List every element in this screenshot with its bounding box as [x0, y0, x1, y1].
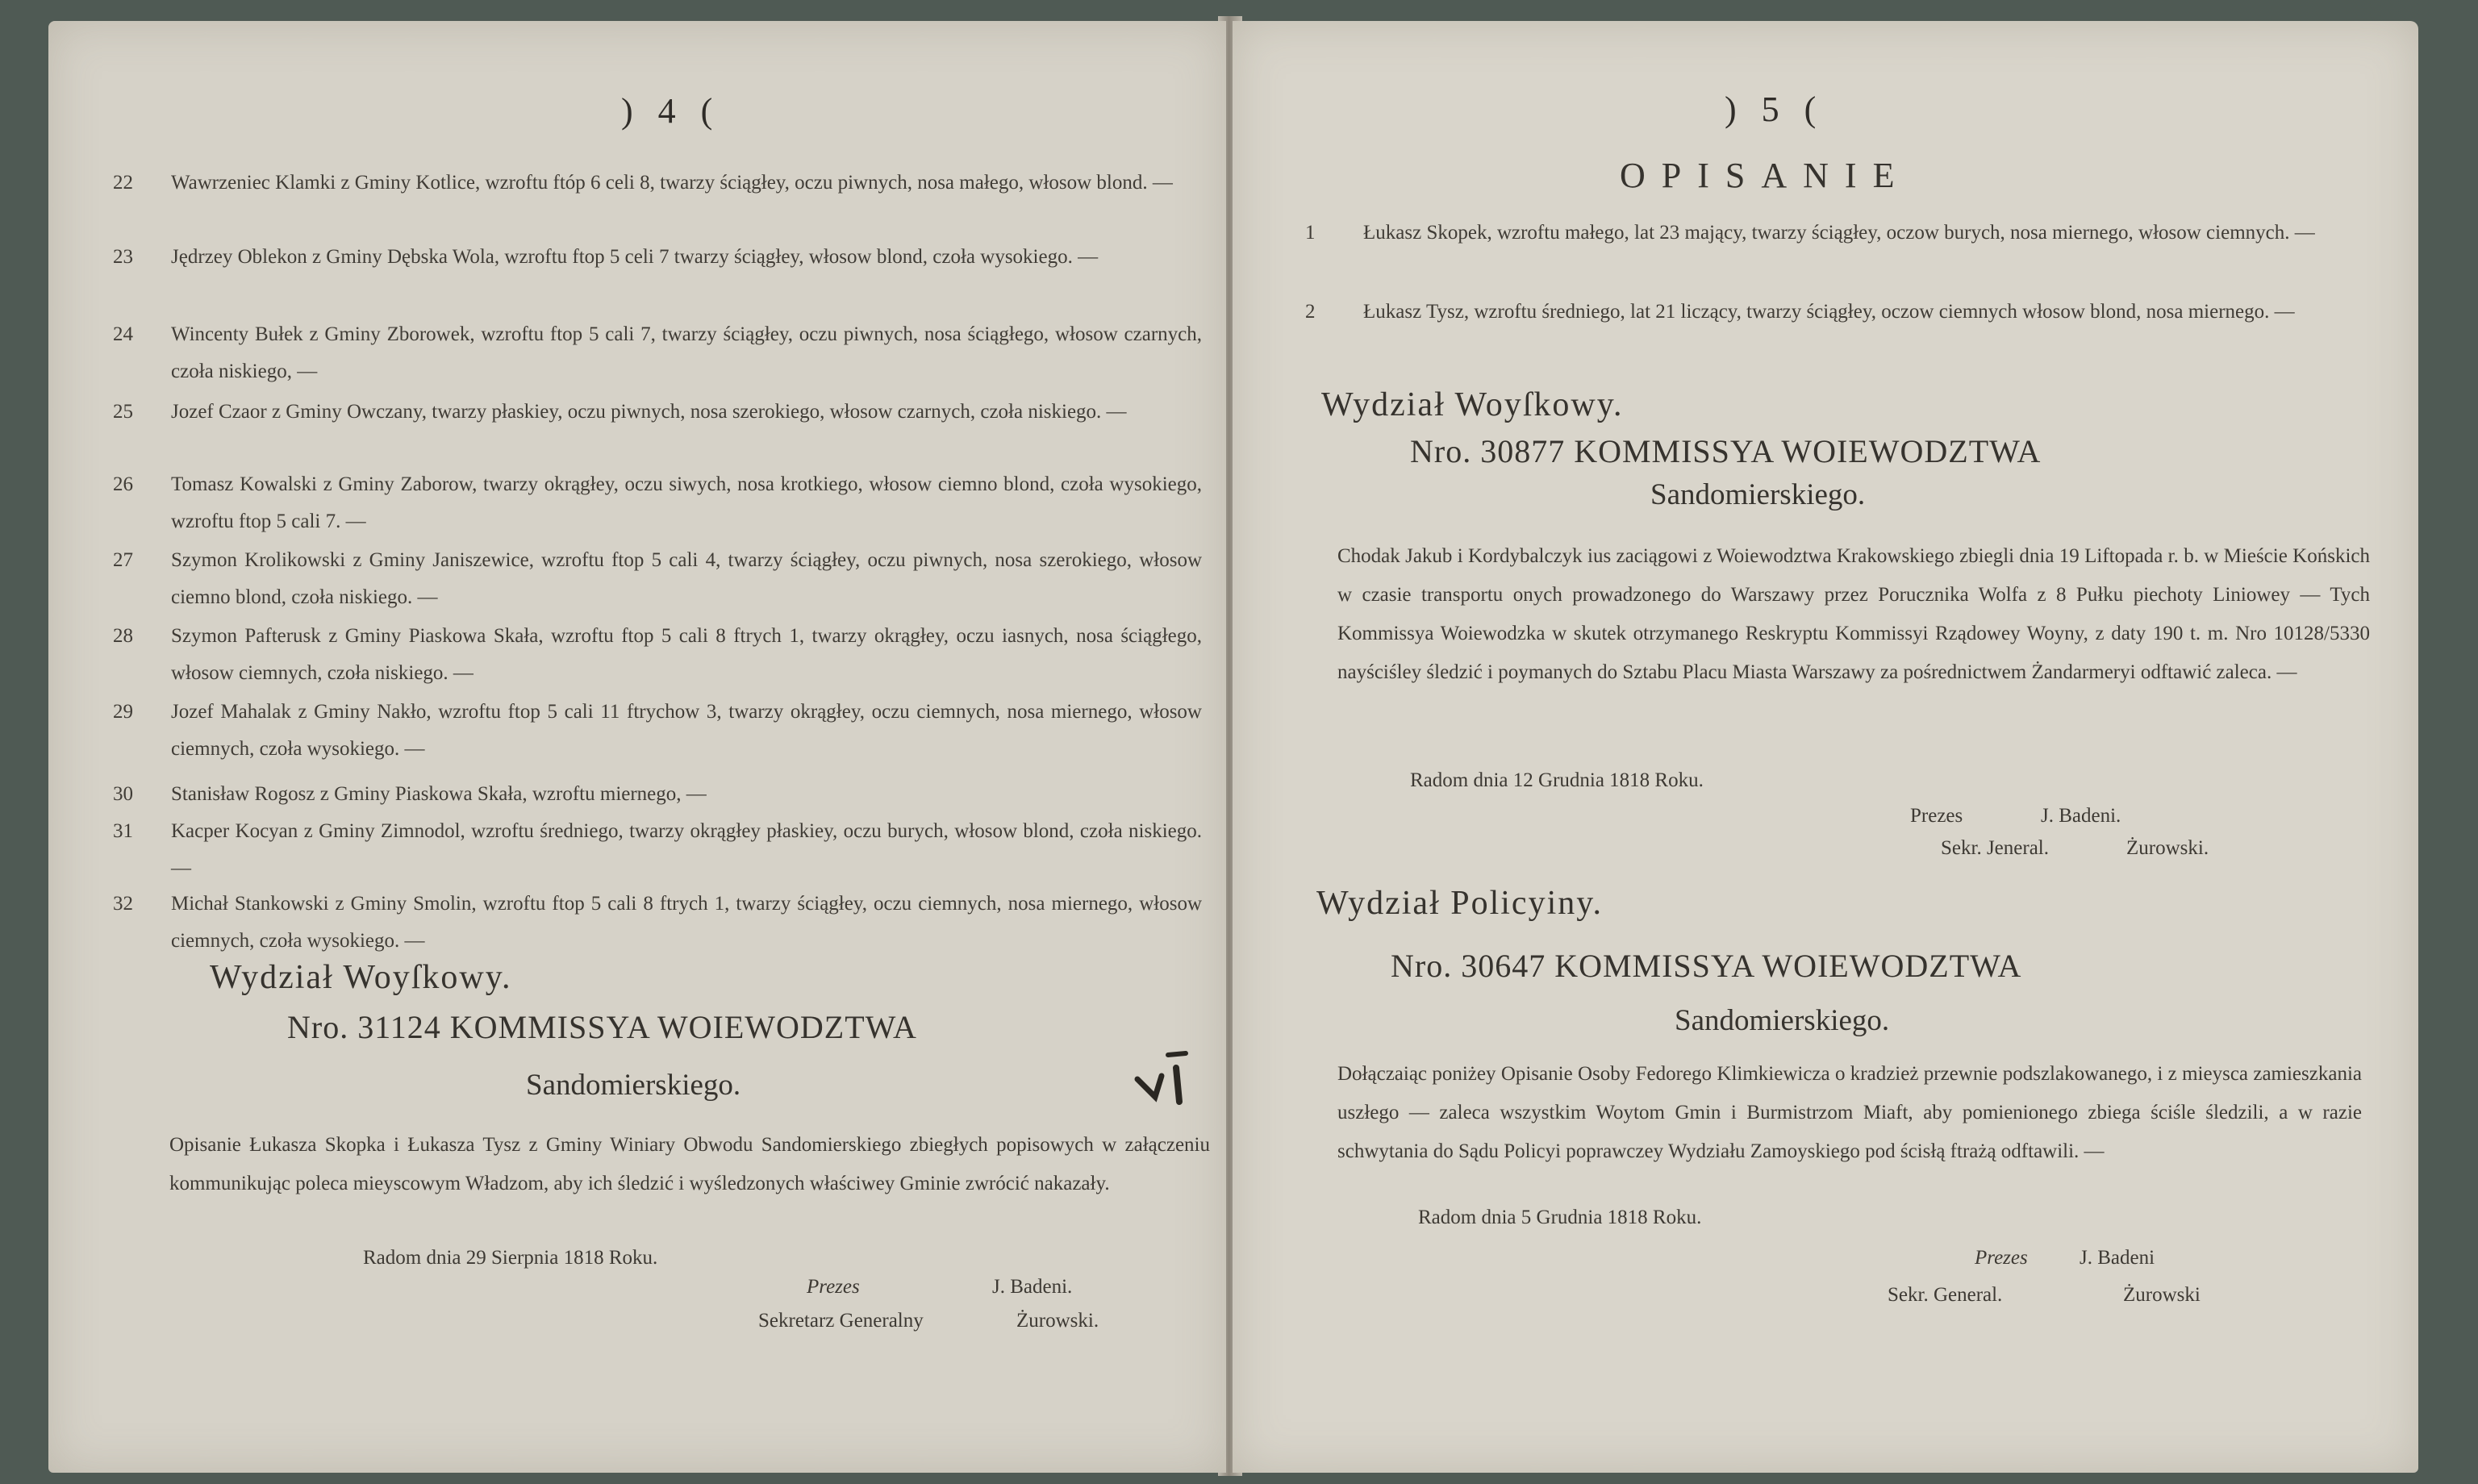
- date-line: Radom dnia 5 Grudnia 1818 Roku.: [1418, 1207, 1702, 1228]
- entry-number: 29: [113, 701, 133, 723]
- page-number-right: ) 5 (: [1725, 90, 1825, 129]
- entry-number: 27: [113, 549, 133, 571]
- list-item: [113, 239, 1202, 276]
- voivodeship-subheading: Sandomierskiego.: [526, 1069, 741, 1102]
- entry-text: Szymon Pafterusk z Gminy Piaskowa Skała, wzroftu ftop 5 cali 8 ftrych 1, twarzy okrągłey, oczu iasnych, nosa ściągłego, włosow ciemnych, czoła niskiego. —: [171, 625, 1202, 684]
- list-item: [113, 316, 1202, 390]
- ink-mark-icon: [1129, 1044, 1202, 1108]
- commission-number-heading: Nro. 30647 KOMMISSYA WOIEWODZTWA: [1391, 948, 2022, 984]
- signature-title: Prezes: [807, 1276, 860, 1298]
- entry-text: Jozef Mahalak z Gminy Nakło, wzroftu ftop 5 cali 11 ftrychow 3, twarzy okrągłey, oczu ciemnych, nosa miernego, włosow ciemnych, czoła wysokiego. —: [171, 701, 1202, 760]
- date-line: Radom dnia 12 Grudnia 1818 Roku.: [1410, 769, 1704, 791]
- list-item: [1305, 294, 2378, 331]
- entry-number: 31: [113, 820, 133, 842]
- entry-number: 23: [113, 246, 133, 268]
- entry-number: 32: [113, 893, 133, 915]
- signature-name: Żurowski.: [2126, 837, 2209, 859]
- entry-text: Wawrzeniec Klamki z Gminy Kotlice, wzroftu ftóp 6 celi 8, twarzy ściągłey, oczu piwnych, nosa małego, włosow blond. —: [171, 172, 1173, 194]
- voivodeship-subheading: Sandomierskiego.: [1675, 1004, 1890, 1037]
- department-heading: Wydział Policyiny.: [1316, 885, 1604, 922]
- announcement-body: Dołączaiąc poniżey Opisanie Osoby Fedorego Klimkiewicza o kradzież przewnie podszlakowanego, i z mieysca zamieszkania uszłego — zaleca wszystkim Woytom Gmin i Burmistrzom Miaft, aby pomienionego zbiega ściśle śledzili, a w razie schwytania do Sądu Policyi poprawczey Wydziału Zamoyskiego pod ścisłą ftrażą odftawili. —: [1337, 1063, 2362, 1162]
- voivodeship-subheading: Sandomierskiego.: [1650, 478, 1866, 511]
- entry-text: Stanisław Rogosz z Gminy Piaskowa Skała, wzroftu miernego, —: [171, 783, 707, 805]
- signature-name: J. Badeni.: [992, 1276, 1073, 1298]
- entry-text: Łukasz Skopek, wzroftu małego, lat 23 mający, twarzy ściągłey, oczow burych, nosa miernego, włosow ciemnych. —: [1363, 222, 2315, 244]
- date-line: Radom dnia 29 Sierpnia 1818 Roku.: [363, 1247, 658, 1269]
- entry-number: 2: [1305, 301, 1316, 323]
- signature-name: J. Badeni: [2080, 1247, 2155, 1269]
- list-item: [1305, 215, 2378, 252]
- signature-title: Sekr. General.: [1888, 1284, 2003, 1306]
- signature-title: Sekretarz Generalny: [758, 1310, 924, 1332]
- entry-number: 1: [1305, 222, 1316, 244]
- entry-number: 24: [113, 323, 133, 345]
- department-heading: Wydział Woyſkowy.: [210, 959, 512, 996]
- commission-number-heading: Nro. 31124 KOMMISSYA WOIEWODZTWA: [287, 1009, 917, 1045]
- entry-number: 25: [113, 401, 133, 423]
- entry-text: Wincenty Bułek z Gminy Zborowek, wzroftu ftop 5 cali 7, twarzy ściągłey, oczu piwnych, nosa ściągłego, włosow czarnych, czoła niskiego, —: [171, 323, 1202, 382]
- announcement-body: Chodak Jakub i Kordybalczyk ius zaciągowi z Woiewodztwa Krakowskiego zbiegli dnia 19 Liftopada r. b. w Mieście Końskich w czasie transportu onych prowadzonego do Warszawy przez Porucznika Wolfa z 8 Pułku piechoty Liniowey — Tych Kommissya Woiewodzka w skutek otrzymanego Reskryptu Kommissyi Rządowey Woyny, z daty 190 t. m. Nro 10128/5330 nayściśley śledzić i poymanych do Sztabu Placu Miasta Warszawy za pośrednictwem Żandarmeryi odftawić zaleca. —: [1337, 545, 2370, 683]
- commission-number-heading: Nro. 30877 KOMMISSYA WOIEWODZTWA: [1410, 433, 2042, 469]
- entry-text: Michał Stankowski z Gminy Smolin, wzroftu ftop 5 cali 8 ftrych 1, twarzy ściągłey, oczu ciemnych, nosa miernego, włosow ciemnych, czoła wysokiego. —: [171, 893, 1202, 952]
- department-heading: Wydział Woyſkowy.: [1321, 386, 1624, 423]
- signature-name: Żurowski: [2123, 1284, 2201, 1306]
- list-item: [113, 618, 1202, 692]
- entry-text: Szymon Krolikowski z Gminy Janiszewice, wzroftu ftop 5 cali 4, twarzy ściągłey, oczu piwnych, nosa szerokiego, włosow ciemno blond, czoła niskiego. —: [171, 549, 1202, 608]
- signature-title: Prezes: [1975, 1247, 2028, 1269]
- signature-title: Sekr. Jeneral.: [1941, 837, 2049, 859]
- entry-number: 28: [113, 625, 133, 647]
- list-item: [113, 165, 1202, 202]
- list-item: [113, 694, 1202, 768]
- entry-number: 26: [113, 473, 133, 495]
- list-item: [113, 394, 1202, 431]
- entry-text: Jędrzey Oblekon z Gminy Dębska Wola, wzroftu ftop 5 celi 7 twarzy ściągłey, włosow blond, czoła wysokiego. —: [171, 246, 1099, 268]
- signature-name: Żurowski.: [1016, 1310, 1099, 1332]
- left-page: [48, 21, 1226, 1473]
- entry-text: Jozef Czaor z Gminy Owczany, twarzy płaskiey, oczu piwnych, nosa szerokiego, włosow czarnych, czoła niskiego. —: [171, 401, 1127, 423]
- entry-number: 22: [113, 172, 133, 194]
- list-item: [113, 813, 1202, 887]
- entry-text: Łukasz Tysz, wzroftu średniego, lat 21 liczący, twarzy ściągłey, oczow ciemnych włosow blond, nosa miernego. —: [1363, 301, 2295, 323]
- entry-number: 30: [113, 783, 133, 805]
- entry-text: Tomasz Kowalski z Gminy Zaborow, twarzy okrągłey, oczu siwych, nosa krotkiego, włosow ciemno blond, czoła wysokiego, wzroftu ftop 5 cali 7. —: [171, 473, 1202, 532]
- announcement-body: Opisanie Łukasza Skopka i Łukasza Tysz z Gminy Winiary Obwodu Sandomierskiego zbiegłych popisowych w załączeniu kommunikując poleca mieyscowym Władzom, aby ich śledzić i wyśledzonych właściwey Gminie zwrócić nakazały.: [169, 1134, 1210, 1194]
- entry-text: Kacper Kocyan z Gminy Zimnodol, wzroftu średniego, twarzy okrągłey płaskiey, oczu burych, włosow blond, czoła niskiego. —: [171, 820, 1202, 879]
- right-page: [1233, 21, 2418, 1473]
- signature-name: J. Badeni.: [2041, 805, 2121, 827]
- list-item: [113, 886, 1202, 960]
- signature-title: Prezes: [1910, 805, 1963, 827]
- page-number-left: ) 4 (: [621, 91, 721, 131]
- description-title: OPISANIE: [1620, 156, 1911, 195]
- list-item: [113, 776, 1202, 813]
- list-item: [113, 542, 1202, 616]
- list-item: [113, 466, 1202, 540]
